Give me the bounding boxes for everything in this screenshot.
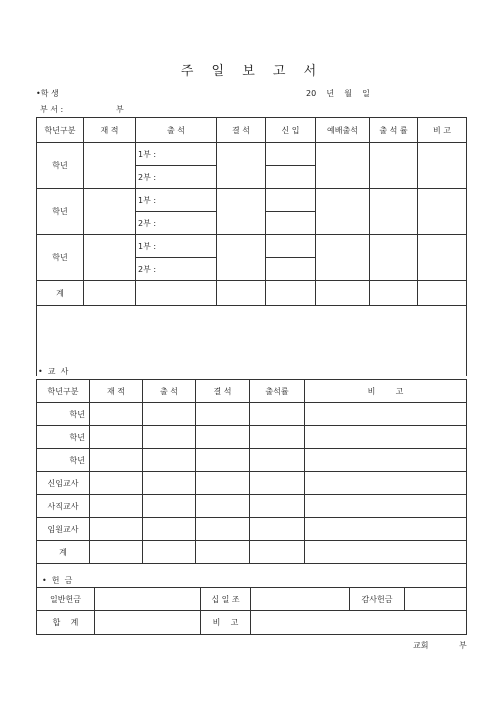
offering-remarks-value[interactable]	[251, 611, 467, 635]
date-label: 20 년 월 일	[306, 89, 370, 98]
cell-worship[interactable]	[316, 189, 370, 235]
cell-session-1[interactable]: 1부 :	[136, 143, 217, 166]
offering-table	[36, 587, 467, 635]
teacher-cell[interactable]	[90, 518, 143, 541]
teacher-cell[interactable]	[250, 426, 305, 449]
cell-enrolled[interactable]	[84, 143, 136, 189]
teacher-cell[interactable]	[305, 541, 467, 564]
header-attendance-rate: 출 석 률	[370, 118, 418, 143]
teacher-cell[interactable]	[143, 449, 196, 472]
teacher-cell[interactable]	[143, 426, 196, 449]
offering-section-label: • 헌 금	[42, 576, 73, 585]
cell-absent[interactable]	[217, 235, 266, 281]
teacher-header-attendance: 출 석	[143, 380, 196, 403]
header-absent: 결 석	[217, 118, 266, 143]
header-attendance: 출 석	[136, 118, 217, 143]
teacher-cell[interactable]	[196, 403, 250, 426]
cell-remarks[interactable]	[418, 189, 467, 235]
students-section-label: •학 생	[36, 89, 59, 98]
total-offering-label: 합 계	[37, 611, 95, 635]
teacher-cell[interactable]	[143, 495, 196, 518]
row-grade: 학년	[37, 235, 84, 281]
teacher-cell[interactable]	[250, 541, 305, 564]
header-worship-attendance: 예배출석	[316, 118, 370, 143]
teacher-cell[interactable]	[143, 541, 196, 564]
teacher-cell[interactable]	[250, 449, 305, 472]
cell-session-2[interactable]: 2부 :	[136, 258, 217, 281]
teacher-cell[interactable]	[305, 472, 467, 495]
teacher-cell[interactable]	[305, 495, 467, 518]
cell-total[interactable]	[136, 281, 217, 306]
header-remarks: 비 고	[418, 118, 467, 143]
cell-rate[interactable]	[370, 235, 418, 281]
cell-absent[interactable]	[217, 143, 266, 189]
teacher-cell[interactable]	[305, 426, 467, 449]
church-label: 교회	[413, 641, 429, 650]
cell-total[interactable]	[370, 281, 418, 306]
teacher-cell[interactable]	[305, 518, 467, 541]
header-enrolled: 재 적	[84, 118, 136, 143]
cell-total[interactable]	[217, 281, 266, 306]
tithe-label: 십 일 조	[201, 588, 251, 611]
cell-rate[interactable]	[370, 189, 418, 235]
cell-new-1[interactable]	[266, 189, 316, 212]
teacher-header-remarks: 비 고	[305, 380, 467, 403]
cell-session-1[interactable]: 1부 :	[136, 189, 217, 212]
teacher-row-label: 학년	[37, 403, 90, 426]
teachers-section-label: • 교 사	[38, 367, 69, 376]
teacher-header-absent: 결 석	[196, 380, 250, 403]
total-offering-value[interactable]	[95, 611, 201, 635]
footer-suffix: 부	[459, 641, 467, 650]
cell-total[interactable]	[316, 281, 370, 306]
teacher-cell[interactable]	[250, 403, 305, 426]
cell-session-1[interactable]: 1부 :	[136, 235, 217, 258]
cell-worship[interactable]	[316, 143, 370, 189]
cell-session-2[interactable]: 2부 :	[136, 166, 217, 189]
teacher-header-enrolled: 재 적	[90, 380, 143, 403]
cell-new-1[interactable]	[266, 143, 316, 166]
teacher-cell[interactable]	[90, 403, 143, 426]
teacher-cell[interactable]	[90, 426, 143, 449]
teacher-row-label: 임원교사	[37, 518, 90, 541]
teacher-row-label: 학년	[37, 426, 90, 449]
teachers-table	[36, 379, 467, 564]
cell-new-2[interactable]	[266, 212, 316, 235]
teacher-header-grade: 학년구분	[37, 380, 90, 403]
cell-new-1[interactable]	[266, 235, 316, 258]
page-title: 주 일 보 고 서	[180, 64, 324, 79]
teacher-cell[interactable]	[143, 403, 196, 426]
teacher-cell[interactable]	[196, 449, 250, 472]
teacher-header-rate: 출석률	[250, 380, 305, 403]
cell-total[interactable]	[418, 281, 467, 306]
cell-new-2[interactable]	[266, 166, 316, 189]
cell-session-2[interactable]: 2부 :	[136, 212, 217, 235]
teacher-cell[interactable]	[90, 541, 143, 564]
teacher-row-label: 사직교사	[37, 495, 90, 518]
teacher-cell[interactable]	[250, 472, 305, 495]
notes-area[interactable]	[37, 306, 467, 376]
cell-enrolled[interactable]	[84, 235, 136, 281]
department-label: 부 서 :	[40, 105, 64, 114]
thanksgiving-value[interactable]	[405, 588, 467, 611]
total-label: 계	[37, 281, 84, 306]
general-offering-value[interactable]	[95, 588, 201, 611]
teacher-cell[interactable]	[305, 403, 467, 426]
cell-new-2[interactable]	[266, 258, 316, 281]
teacher-cell[interactable]	[90, 495, 143, 518]
header-new: 신 입	[266, 118, 316, 143]
cell-absent[interactable]	[217, 189, 266, 235]
cell-remarks[interactable]	[418, 143, 467, 189]
cell-remarks[interactable]	[418, 235, 467, 281]
cell-enrolled[interactable]	[84, 189, 136, 235]
teacher-cell[interactable]	[196, 495, 250, 518]
teacher-cell[interactable]	[143, 472, 196, 495]
teacher-row-label: 학년	[37, 449, 90, 472]
row-grade: 학년	[37, 143, 84, 189]
teacher-row-label: 신임교사	[37, 472, 90, 495]
teacher-cell[interactable]	[250, 495, 305, 518]
general-offering-label: 일반헌금	[37, 588, 95, 611]
department-suffix: 부	[116, 105, 124, 114]
teacher-cell[interactable]	[250, 518, 305, 541]
header-grade: 학년구분	[37, 118, 84, 143]
teacher-cell[interactable]	[196, 472, 250, 495]
teacher-row-label: 계	[37, 541, 90, 564]
cell-total[interactable]	[266, 281, 316, 306]
tithe-value[interactable]	[251, 588, 350, 611]
teacher-cell[interactable]	[305, 449, 467, 472]
thanksgiving-label: 감사헌금	[350, 588, 405, 611]
cell-total[interactable]	[84, 281, 136, 306]
teacher-cell[interactable]	[90, 449, 143, 472]
teacher-cell[interactable]	[196, 518, 250, 541]
teacher-cell[interactable]	[90, 472, 143, 495]
teacher-cell[interactable]	[196, 426, 250, 449]
teacher-cell[interactable]	[196, 541, 250, 564]
cell-rate[interactable]	[370, 143, 418, 189]
students-table	[36, 117, 467, 376]
offering-remarks-label: 비 고	[201, 611, 251, 635]
row-grade: 학년	[37, 189, 84, 235]
teacher-cell[interactable]	[143, 518, 196, 541]
cell-worship[interactable]	[316, 235, 370, 281]
